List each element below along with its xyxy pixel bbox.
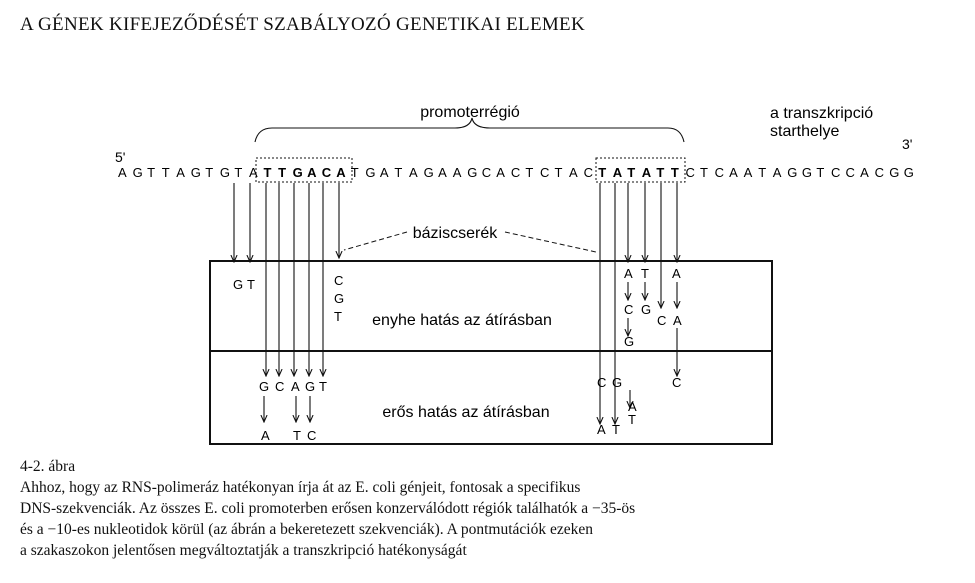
sequence-base: A [409,165,418,180]
base-change-label: báziscserék [412,225,498,242]
mild-mut-c2: C [624,302,634,317]
sequence-base: G [801,165,813,180]
sequence-base: A [860,165,869,180]
mild-effect-label: enyhe hatás az átírásban [372,312,552,329]
strong-effect-label: erős hatás az átírásban [382,404,550,421]
strong-result-c: C [307,428,317,443]
caption-line-4: a szakaszokon jelentősen megváltoztatják a transzkripció hatékonyságát [20,542,467,559]
mild-mut-a3: A [673,313,682,328]
sequence-base: G [365,165,376,180]
mild-mut-a: A [624,266,633,281]
sequence-base: T [525,165,534,180]
sequence-base: C [540,165,550,180]
strong-mut-t2: T [628,412,636,427]
sequence-base: A [379,165,389,180]
sequence-base: C [685,165,695,180]
strong-result-t: T [293,428,301,443]
mild-mut-a2: A [672,266,681,281]
strong-mut-c: C [275,379,285,394]
caption-line-2: DNS-szekvenciák. Az összes E. coli promoterben erősen konzerválódott régiók találhatók a −35-ös [20,500,636,517]
strong-mut-a2: A [628,399,637,414]
mild-mut-g4: G [624,334,635,349]
sequence-base: A [569,165,578,180]
sequence-base: T [758,165,767,180]
sequence-base: T [263,165,272,180]
figure-caption [20,456,860,561]
sequence-base: T [234,165,243,180]
mild-mut-c3: C [657,313,667,328]
sequence-base: G [467,165,478,180]
sequence-base: T [554,165,563,180]
strong-mut-g: G [259,379,270,394]
sequence-base: C [714,165,724,180]
sequence-base: A [249,165,258,180]
strong-mut-a: A [291,379,300,394]
sequence-base: T [205,165,214,180]
sequence-base: G [903,165,914,180]
strong-mut-t: T [319,379,327,394]
figure-number: 4-2. ábra [20,458,76,475]
base-change-leader-left [344,232,407,250]
sequence-base: A [772,165,782,180]
mild-mut-g3: G [641,302,652,317]
sequence-base: C [845,165,855,180]
sequence-base: T [598,165,607,180]
promoter-label: promoterrégió [420,104,520,121]
mild-mut-c: C [334,273,344,288]
sequence-base: A [612,165,623,180]
sequence-base: G [889,165,900,180]
sequence-base: T [147,165,156,180]
mild-mut-g2: G [334,291,345,306]
sequence-base: T [627,165,636,180]
sequence-base: C [874,165,884,180]
sequence-base: A [307,165,317,180]
strong-mut-c3: C [672,375,682,390]
sequence-base: T [656,165,665,180]
mild-mut-t3: T [641,266,649,281]
sequence-base: G [292,165,303,180]
caption-line-1: Ahhoz, hogy az RNS-polimeráz hatékonyan írja át az E. coli génjeit, fontosak a specifikus [20,479,581,496]
sequence-base: C [510,165,521,180]
sequence-base: A [452,165,462,180]
sequence-base: A [496,165,505,180]
sequence-base: T [394,165,403,180]
promoter-bracket [255,118,684,142]
sequence-base: G [190,165,201,180]
sequence-base: T [278,165,287,180]
sequence-base: C [321,165,332,180]
mild-mut-g: G [233,277,244,292]
mutation-arrows [234,183,677,424]
sequence-base: A [438,165,447,180]
sequence-base: T [816,165,825,180]
strong-result-a2: A [597,422,606,437]
sequence-base: T [670,165,679,180]
five-prime-end: 5' [115,149,126,165]
strong-result-a: A [261,428,270,443]
sequence-base: T [350,165,359,180]
sequence-base: G [787,165,798,180]
sequence-base: A [118,165,127,180]
strong-mut-g2: G [305,379,316,394]
sequence-base: A [729,165,738,180]
strong-result-t2: T [612,422,620,437]
caption-line-3: és a −10-es nukleotidok körül (az ábrán a bekeretezett szekvenciák). A pontmutációk ezeken [20,521,593,538]
sequence-base: T [700,165,708,180]
sequence-base: C [831,165,841,180]
tss-label-line1: a transzkripció [770,105,874,122]
tss-label-line2: starthelye [770,123,840,140]
sequence-base: A [336,165,346,180]
mild-mut-t2: T [334,309,342,324]
page-title: A GÉNEK KIFEJEZŐDÉSÉT SZABÁLYOZÓ GENETIKAI ELEMEK [20,14,585,35]
sequence-base: G [423,165,434,180]
sequence-base: A [743,165,753,180]
three-prime-end: 3' [902,136,913,152]
sequence-base: C [481,165,492,180]
sequence-base: T [161,165,170,180]
sequence-base: C [583,165,593,180]
sequence-base: A [176,165,185,180]
strong-mut-c2: C [597,375,607,390]
sequence-base: G [219,165,231,180]
mild-mut-t: T [247,277,255,292]
base-change-leader-right [505,232,596,252]
sequence-base: G [132,165,143,180]
dna-sequence [118,165,914,180]
strong-mut-g3: G [612,375,623,390]
sequence-base: A [641,165,652,180]
